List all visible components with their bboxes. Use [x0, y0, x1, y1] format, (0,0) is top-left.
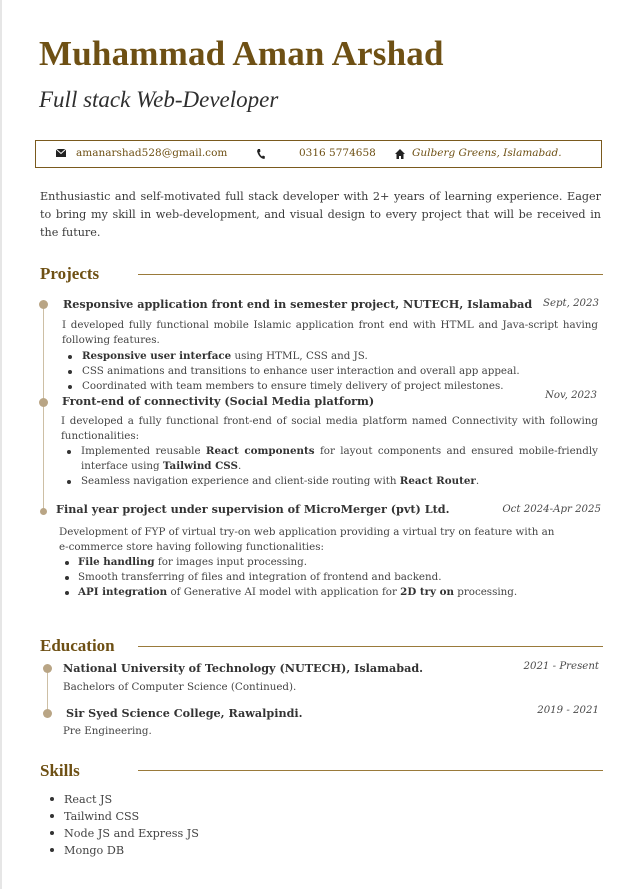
list-item: Smooth transferring of files and integration of frontend and backend. [59, 570, 599, 585]
skills-divider [138, 770, 603, 771]
timeline-dot [43, 709, 52, 718]
projects-heading: Projects [40, 264, 100, 283]
project-description: Development of FYP of virtual try-on web application providing a virtual try on feature with an e-commerce store having following functionalities: [59, 526, 555, 553]
education-date: 2019 - 2021 [537, 705, 599, 716]
timeline-dot [39, 300, 48, 309]
project-title: Responsive application front end in semester project, NUTECH, Islamabad [63, 297, 533, 311]
projects-divider [138, 274, 603, 275]
project-description: I developed fully functional mobile Islamic application front end with HTML and Java-script having following features. [62, 319, 598, 346]
education-divider [138, 646, 603, 647]
home-icon [395, 149, 405, 163]
list-item: Implemented reusable React components for layout components and ensured mobile-friendly interface using Tailwind CSS. [61, 444, 598, 474]
project-date: Oct 2024-Apr 2025 [502, 504, 601, 515]
list-item: API integration of Generative AI model with application for 2D try on processing. [59, 585, 599, 600]
list-item: Coordinated with team members to ensure timely delivery of project milestones. [62, 379, 598, 394]
list-item: Node JS and Express JS [50, 825, 199, 842]
contact-bar [35, 140, 602, 168]
education-detail: Bachelors of Computer Science (Continued). [63, 681, 297, 693]
list-item: File handling for images input processing. [59, 555, 599, 570]
list-item: Mongo DB [50, 842, 199, 859]
education-timeline [47, 668, 48, 713]
skills-heading: Skills [40, 761, 80, 780]
candidate-name: Muhammad Aman Arshad [39, 34, 444, 73]
skills-list [50, 791, 199, 859]
education-heading: Education [40, 636, 115, 655]
list-item: CSS animations and transitions to enhance user interaction and overall app appeal. [62, 364, 598, 379]
project-bullets [62, 349, 598, 394]
project-date: Sept, 2023 [542, 298, 599, 309]
project-title: Front-end of connectivity (Social Media platform) [62, 394, 375, 408]
profile-summary: Enthusiastic and self-motivated full stack developer with 2+ years of learning experience. Eager to bring my skill in web-development, and visual design to every project that will be received in the future. [40, 190, 601, 239]
education-date: 2021 - Present [523, 661, 599, 672]
envelope-icon [56, 149, 66, 161]
project-bullets [61, 444, 598, 489]
project-title: Final year project under supervision of MicroMerger (pvt) Ltd. [56, 502, 450, 516]
contact-phone[interactable]: 0316 5774658 [299, 147, 376, 159]
list-item: React JS [50, 791, 199, 808]
list-item: Tailwind CSS [50, 808, 199, 825]
timeline-dot [43, 664, 52, 673]
education-institution: Sir Syed Science College, Rawalpindi. [66, 706, 303, 720]
contact-address: Gulberg Greens, Islamabad. [412, 147, 562, 159]
project-date: Nov, 2023 [545, 390, 597, 401]
page-edge [0, 0, 2, 889]
contact-email[interactable]: amanarshad528@gmail.com [76, 147, 228, 159]
project-bullets [59, 555, 599, 600]
projects-timeline [43, 305, 44, 512]
education-institution: National University of Technology (NUTECH), Islamabad. [63, 661, 424, 675]
timeline-dot [40, 508, 47, 515]
education-detail: Pre Engineering. [63, 725, 152, 737]
list-item: Responsive user interface using HTML, CSS and JS. [62, 349, 598, 364]
candidate-role: Full stack Web-Developer [39, 87, 279, 112]
phone-icon [257, 149, 265, 163]
timeline-dot [39, 398, 48, 407]
project-description: I developed a fully functional front-end of social media platform named Connectivity with following functionalities: [61, 415, 598, 442]
list-item: Seamless navigation experience and client-side routing with React Router. [61, 474, 598, 489]
